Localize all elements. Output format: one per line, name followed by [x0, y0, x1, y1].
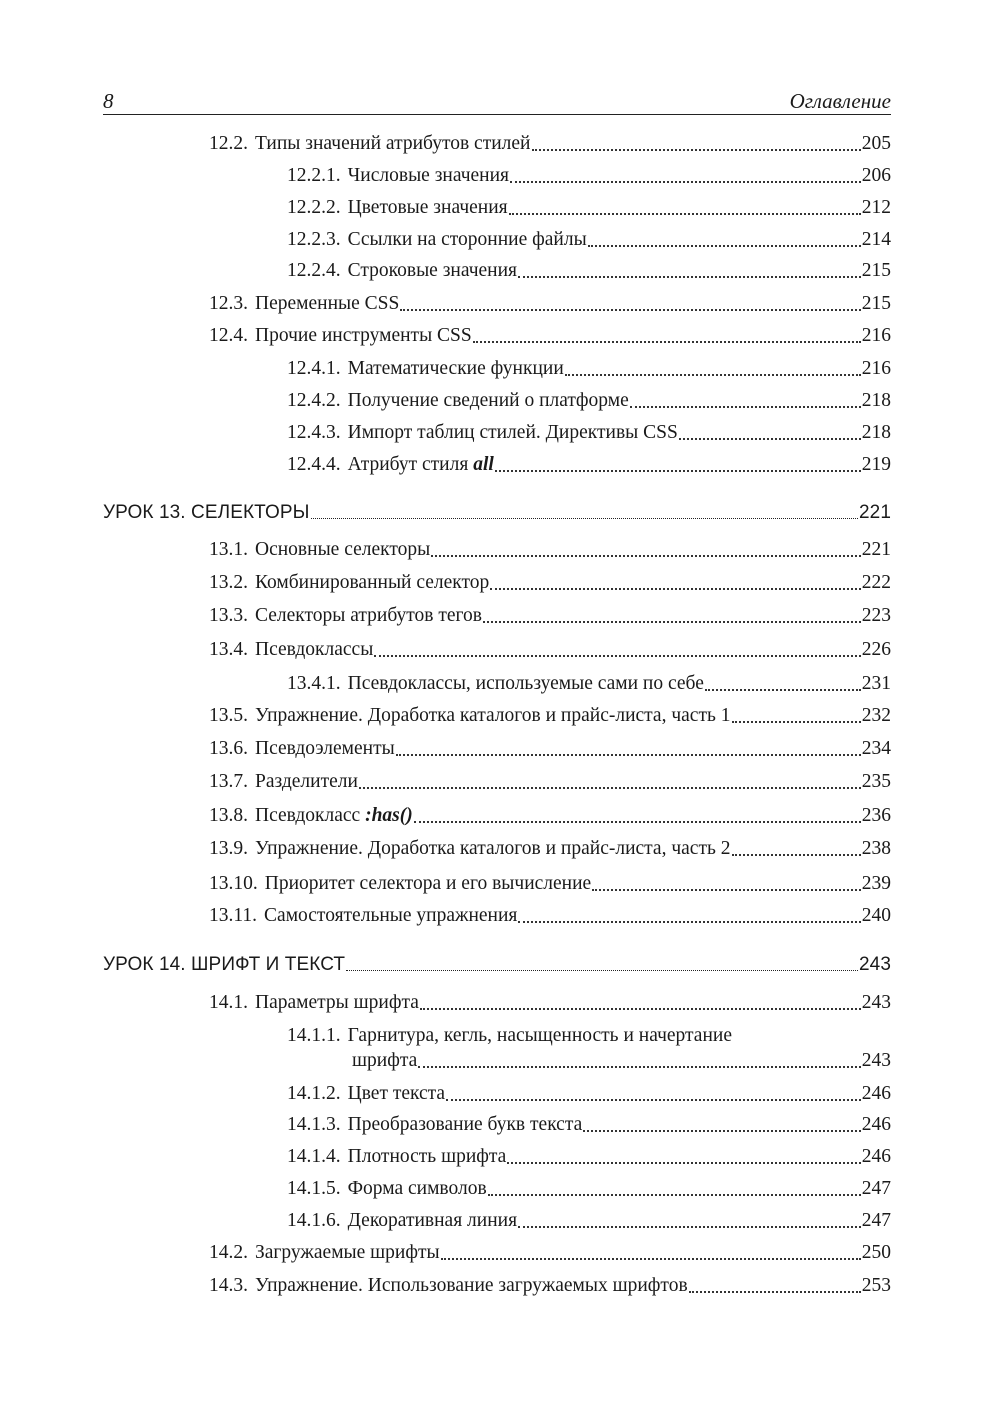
dot-leader — [490, 588, 860, 590]
toc-entry[interactable] — [287, 1081, 891, 1107]
toc-entry-title: Плотность шрифта — [347, 1146, 507, 1167]
toc-entry-page: 243 — [861, 1050, 891, 1071]
toc-entry-page: 216 — [861, 358, 891, 379]
toc-entry[interactable] — [287, 1112, 891, 1138]
toc-entry-page: 246 — [861, 1114, 891, 1135]
toc-entry-title: Цвет текста — [347, 1083, 446, 1104]
toc-entry-title — [341, 452, 494, 478]
dot-leader — [431, 555, 861, 557]
toc-entry-title: Псевдоэлементы — [255, 738, 395, 759]
dot-leader — [592, 889, 861, 891]
toc-entry-page: 206 — [861, 165, 891, 186]
toc-entry-number: 13.2. — [209, 572, 248, 593]
toc-entry[interactable] — [287, 420, 891, 446]
toc-entry-number: 14.1. — [209, 992, 248, 1013]
toc-entry[interactable] — [209, 1273, 891, 1299]
toc-entry-page: 235 — [861, 771, 891, 792]
toc-entry[interactable] — [209, 637, 891, 663]
running-header — [103, 88, 891, 115]
toc-entry-page: 222 — [861, 572, 891, 593]
dot-leader — [446, 1099, 861, 1101]
dot-leader — [441, 1258, 861, 1260]
toc-entry-title: Упражнение. Доработка каталогов и прайс-листа, часть 2 — [255, 838, 731, 859]
toc-entry-page: 205 — [861, 133, 891, 154]
toc-entry[interactable] — [287, 258, 891, 284]
toc-entry-page: 239 — [861, 873, 891, 894]
dot-leader — [346, 970, 858, 971]
dot-leader — [630, 406, 861, 408]
toc-entry-title: Самостоятельные упражнения — [264, 905, 518, 926]
toc-entry-title: Получение сведений о платформе — [347, 390, 629, 411]
toc-entry-title: Импорт таблиц стилей. Директивы CSS — [347, 422, 678, 443]
toc-entry-number: 12.2. — [209, 133, 248, 154]
toc-entry-title-code: all — [473, 454, 494, 475]
dot-leader — [518, 921, 860, 923]
toc-entry-title: Основные селекторы — [255, 539, 431, 560]
toc-entry-title: Псевдоклассы, используемые сами по себе — [347, 673, 704, 694]
toc-entry[interactable] — [209, 1240, 891, 1266]
toc-entry-title: Приоритет селектора и его вычисление — [264, 873, 592, 894]
toc-entry-number: 14.2. — [209, 1242, 248, 1263]
toc-entry-number: 13.3. — [209, 605, 248, 626]
toc-entry-page: 247 — [861, 1178, 891, 1199]
toc-entry-number: 12.4. — [209, 325, 248, 346]
toc-entry[interactable] — [209, 131, 891, 157]
toc-chapter[interactable] — [103, 952, 891, 978]
toc-entry-title: Прочие инструменты CSS — [255, 325, 472, 346]
toc-entry-title: Упражнение. Доработка каталогов и прайс-листа, часть 1 — [255, 705, 731, 726]
dot-leader — [518, 276, 861, 278]
toc-entry-number: 12.2.1. — [287, 165, 341, 186]
toc-entry-title: Форма символов — [347, 1178, 487, 1199]
dot-leader — [732, 854, 861, 856]
toc-entry[interactable] — [209, 603, 891, 629]
toc-entry-page: 238 — [861, 838, 891, 859]
toc-entry-title: Переменные CSS — [255, 293, 400, 314]
toc-entry-page: 236 — [861, 805, 891, 826]
toc-entry-title: Разделители — [255, 771, 358, 792]
toc-entry[interactable] — [209, 736, 891, 762]
toc-entry-title: Загружаемые шрифты — [255, 1242, 440, 1263]
toc-entry-number: 13.11. — [209, 905, 258, 926]
toc-entry-page: 218 — [861, 422, 891, 443]
toc-chapter-page: 243 — [858, 954, 891, 975]
toc-entry-number: 14.1.2. — [287, 1083, 341, 1104]
toc-chapter[interactable] — [103, 500, 891, 526]
toc-entry-page: 215 — [861, 260, 891, 281]
toc-entry-number: 12.4.2. — [287, 390, 341, 411]
dot-leader — [359, 787, 861, 789]
dot-leader — [483, 621, 861, 623]
toc-entry-page: 214 — [861, 229, 891, 250]
toc-entry-title: Типы значений атрибутов стилей — [255, 133, 531, 154]
dot-leader — [396, 754, 861, 756]
dot-leader — [414, 821, 861, 823]
dot-leader — [418, 1066, 860, 1068]
dot-leader — [565, 374, 861, 376]
toc-entry-number: 13.5. — [209, 705, 248, 726]
toc-entry-number: 14.3. — [209, 1275, 248, 1296]
toc-entry[interactable] — [209, 570, 891, 596]
dot-leader — [732, 721, 861, 723]
dot-leader — [509, 213, 861, 215]
toc-entry-title-code: :has() — [365, 805, 413, 826]
toc-entry-page: 219 — [861, 454, 891, 475]
toc-entry-page: 223 — [861, 605, 891, 626]
dot-leader — [400, 309, 860, 311]
toc-entry-number: 13.8. — [209, 805, 248, 826]
toc-entry-page: 221 — [861, 539, 891, 560]
toc-entry-title: Ссылки на сторонние файлы — [347, 229, 587, 250]
toc-entry-number: 13.1. — [209, 539, 248, 560]
toc-entry-title: Числовые значения — [347, 165, 510, 186]
toc-entry-page: 212 — [861, 197, 891, 218]
toc-entry-title: Псевдоклассы — [255, 639, 374, 660]
toc-entry-number: 14.1.4. — [287, 1146, 341, 1167]
toc-entry-number: 14.1.6. — [287, 1210, 341, 1231]
toc-entry[interactable] — [209, 903, 891, 929]
toc-entry-number: 12.2.2. — [287, 197, 341, 218]
toc-entry-number: 13.4.1. — [287, 673, 341, 694]
toc-entry-title: Гарнитура, кегль, насыщенность и начертание — [347, 1025, 732, 1046]
toc-entry-number: 14.1.5. — [287, 1178, 341, 1199]
toc-entry[interactable] — [209, 291, 891, 317]
toc-entry-page: 253 — [861, 1275, 891, 1296]
dot-leader — [495, 470, 861, 472]
dot-leader — [488, 1194, 861, 1196]
toc-entry[interactable] — [287, 452, 891, 478]
toc-entry-number: 12.3. — [209, 293, 248, 314]
toc-entry-number: 13.9. — [209, 838, 248, 859]
toc-entry-page: 234 — [861, 738, 891, 759]
toc-entry-page: 226 — [861, 639, 891, 660]
toc-entry-continuation[interactable] — [352, 1048, 891, 1074]
page-number: 8 — [103, 89, 114, 113]
toc-entry[interactable] — [287, 1208, 891, 1234]
toc-entry-number: 14.1.3. — [287, 1114, 341, 1135]
dot-leader — [420, 1008, 861, 1010]
dot-leader — [518, 1226, 861, 1228]
toc-entry-title-cont: шрифта — [352, 1050, 418, 1071]
toc-entry[interactable] — [287, 388, 891, 414]
dot-leader — [532, 149, 861, 151]
toc-entry-title — [248, 803, 413, 829]
toc-entry[interactable] — [209, 703, 891, 729]
toc-entry-page: 250 — [861, 1242, 891, 1263]
toc-entry-title: Комбинированный селектор — [255, 572, 490, 593]
dot-leader — [679, 438, 861, 440]
toc-entry-number: 12.2.3. — [287, 229, 341, 250]
toc-entry[interactable] — [287, 671, 891, 697]
dot-leader — [510, 181, 861, 183]
toc-entry-title: Строковые значения — [347, 260, 518, 281]
toc-entry[interactable] — [287, 1176, 891, 1202]
toc-entry-title-text: Псевдокласс — [255, 805, 361, 826]
toc-entry-page: 218 — [861, 390, 891, 411]
toc-entry-page: 216 — [861, 325, 891, 346]
toc-entry-page: 246 — [861, 1146, 891, 1167]
dot-leader — [507, 1162, 860, 1164]
toc-entry-number: 12.2.4. — [287, 260, 341, 281]
toc-entry-number: 13.10. — [209, 873, 258, 894]
toc-entry[interactable] — [287, 1144, 891, 1170]
toc-entry-number: 13.4. — [209, 639, 248, 660]
toc-entry-page: 247 — [861, 1210, 891, 1231]
toc-entry[interactable] — [209, 323, 891, 349]
toc-entry-number: 13.6. — [209, 738, 248, 759]
toc-entry-page: 215 — [861, 293, 891, 314]
dot-leader — [588, 245, 861, 247]
toc-entry-title: Параметры шрифта — [255, 992, 419, 1013]
toc-entry-page: 232 — [861, 705, 891, 726]
toc-entry-number: 13.7. — [209, 771, 248, 792]
toc-entry-title: Декоративная линия — [347, 1210, 518, 1231]
dot-leader — [311, 518, 858, 519]
toc-entry[interactable] — [209, 769, 891, 795]
dot-leader — [583, 1130, 860, 1132]
toc-entry-number: 14.1.1. — [287, 1025, 341, 1046]
toc-entry[interactable] — [209, 803, 891, 829]
toc-entry-title: Цветовые значения — [347, 197, 508, 218]
toc-entry[interactable] — [287, 227, 891, 253]
dot-leader — [473, 341, 861, 343]
dot-leader — [374, 655, 860, 657]
toc-entry[interactable] — [209, 537, 891, 563]
toc-entry-title-text: Атрибут стиля — [347, 454, 469, 475]
toc-entry-page: 246 — [861, 1083, 891, 1104]
toc-entry-title: Преобразование букв текста — [347, 1114, 583, 1135]
toc-entry-title: Упражнение. Использование загружаемых шрифтов — [255, 1275, 688, 1296]
toc-entry[interactable] — [287, 163, 891, 189]
toc-entry-number: 12.4.3. — [287, 422, 341, 443]
toc-entry-wrapped[interactable] — [287, 1023, 732, 1049]
toc-chapter-page: 221 — [858, 502, 891, 523]
toc-entry-number: 12.4.4. — [287, 454, 341, 475]
toc-chapter-title: УРОК 14. ШРИФТ И ТЕКСТ — [103, 954, 346, 975]
toc-entry[interactable] — [287, 195, 891, 221]
toc-entry-title: Математические функции — [347, 358, 564, 379]
toc-entry-page: 243 — [861, 992, 891, 1013]
toc-entry[interactable] — [287, 356, 891, 382]
toc-entry-page: 231 — [861, 673, 891, 694]
toc-entry[interactable] — [209, 871, 891, 897]
section-title: Оглавление — [789, 89, 891, 113]
toc-chapter-title: УРОК 13. СЕЛЕКТОРЫ — [103, 502, 310, 523]
toc-entry-title: Селекторы атрибутов тегов — [255, 605, 483, 626]
toc-entry[interactable] — [209, 836, 891, 862]
dot-leader — [705, 689, 861, 691]
toc-entry-number: 12.4.1. — [287, 358, 341, 379]
toc-entry[interactable] — [209, 990, 891, 1016]
dot-leader — [689, 1291, 861, 1293]
toc-entry-page: 240 — [861, 905, 891, 926]
